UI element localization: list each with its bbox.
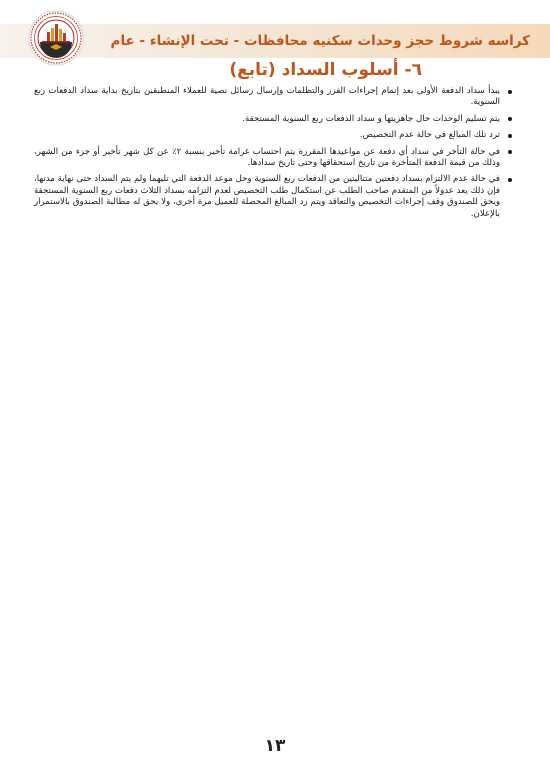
document-title: كراسه شروط حجز وحدات سكنيه محافظات - تحت الإنشاء - عام xyxy=(110,33,530,49)
page-number: ١٣ xyxy=(264,736,286,756)
list-item: في حالة التأخر في سداد أي دفعة عن مواعيدها المقررة يتم احتساب غرامة تأخير بنسبة ٢٪ عن كل شهر تأخير أو جزء من الشهر، وذلك من قيمة الدفعة المتأخرة من تاريخ استحقاقها وحتى تاريخ سدادها. xyxy=(34,147,514,170)
list-item: يتم تسليم الوحدات حال جاهزيتها و سداد الدفعات ربع السنوية المستحقة. xyxy=(34,114,514,125)
list-item: يبدأ سداد الدفعة الأولى بعد إتمام إجراءات الفرز والتظلمات وإرسال رسائل نصية للعملاء المنطبقين بتاريخ بداية سداد الدفعات ربع السنوية. xyxy=(34,86,514,109)
section-title: ٦- أسلوب السداد (تابع) xyxy=(229,60,422,80)
list-item: ترد تلك المبالغ في حالة عدم التخصيص. xyxy=(34,130,514,141)
ministry-logo-icon xyxy=(28,10,84,66)
list-item: في حالة عدم الالتزام بسداد دفعتين متتاليتين من الدفعات ربع السنوية وحل موعد الدفعة التي تليهما ولم يتم السداد حتى نهاية مدتها، فإن ذلك يعد عدولاً من المتقدم صاحب الطلب عن استكمال طلب التخصيص لعدم التزامه بسداد الثلاث دفعات ربع السنوية المستحقة ويحق للصندوق وقف إجراءات التخصيص والتعاقد ويتم رد المبالغ المحصلة للعميل مرة أخرى، ولا يحق له مطالبة الصندوق بالاستمرار بالإعلان. xyxy=(34,174,514,220)
payment-terms-list xyxy=(34,86,514,225)
